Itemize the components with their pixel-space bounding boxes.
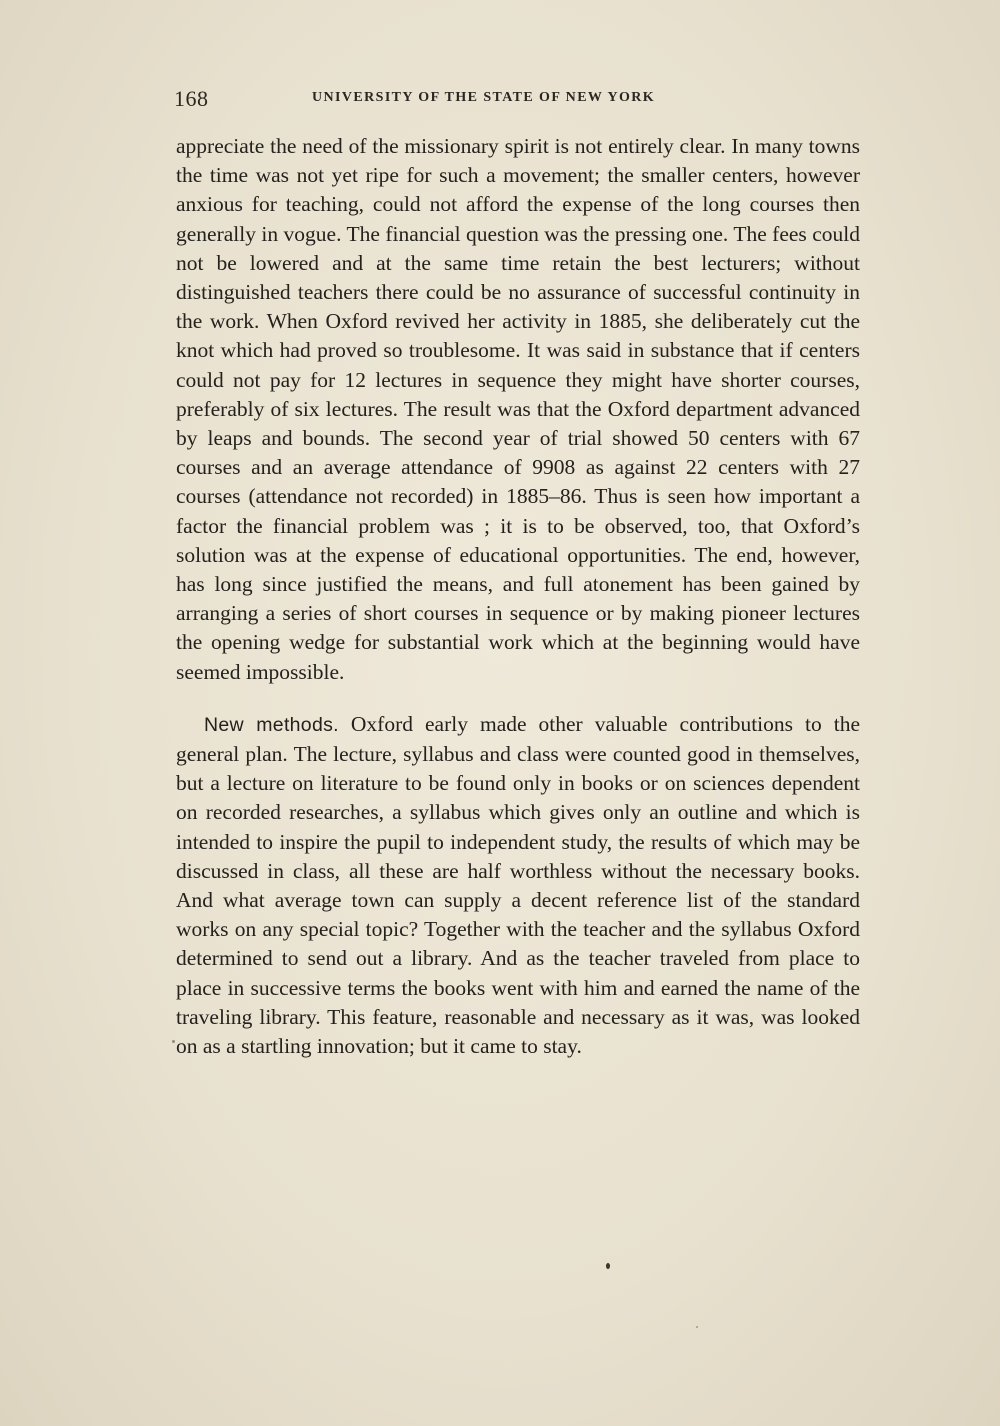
section-heading: New methods. — [204, 713, 339, 736]
ink-speck — [172, 1040, 175, 1043]
paragraph-1: appreciate the need of the missionary spirit is not entirely clear. In many towns the time was not yet ripe for such a movement; the smaller centers, however anxious for teaching, could not afford the expense of the long courses then generally in vogue. The financial question was the pressing one. The fees could not be lowered and at the same time retain the best lecturers; without distinguished teachers there could be no assurance of successful continuity in the work. When Oxford revived her activity in 1885, she deliberately cut the knot which had proved so troublesome. It was said in substance that if centers could not pay for 12 lectures in sequence they might have shorter courses, preferably of six lectures. The result was that the Oxford department advanced by leaps and bounds. The second year of trial showed 50 centers with 67 courses and an average attendance of 9908 as against 22 centers with 27 courses (attendance not recorded) in 1885–86. Thus is seen how important a factor the financial problem was ; it is to be observed, too, that Oxford’s solution was at the expense of educational opportunities. The end, however, has long since justified the means, and full atonement has been gained by arranging a series of short courses in sequence or by making pioneer lectures the opening wedge for substantial work which at the beginning would have seemed impossible. — [176, 134, 860, 684]
body-text — [176, 132, 860, 1061]
ink-speck — [696, 1326, 698, 1328]
page-header — [174, 86, 874, 116]
page-number: 168 — [174, 86, 209, 111]
paragraph-2 — [176, 710, 860, 1061]
paragraph-2-text: Oxford early made other valuable contributions to the general plan. The lecture, syllabus and class were counted good in themselves, but a lecture on literature to be found only in books or on sciences dependent on recorded researches, a syllabus which gives only an outline and which is intended to inspire the pupil to independent study, the results of which may be discussed in class, all these are half worthless without the necessary books. And what average town can supply a decent reference list of the standard works on any special topic? Together with the teacher and the syllabus Oxford determined to send out a library. And as the teacher traveled from place to place in successive terms the books went with him and earned the name of the traveling library. This feature, reasonable and necessary as it was, was looked on as a startling innovation; but it came to stay. — [176, 711, 861, 1059]
running-head: UNIVERSITY OF THE STATE OF NEW YORK — [312, 90, 656, 105]
ink-speck — [606, 1263, 610, 1269]
